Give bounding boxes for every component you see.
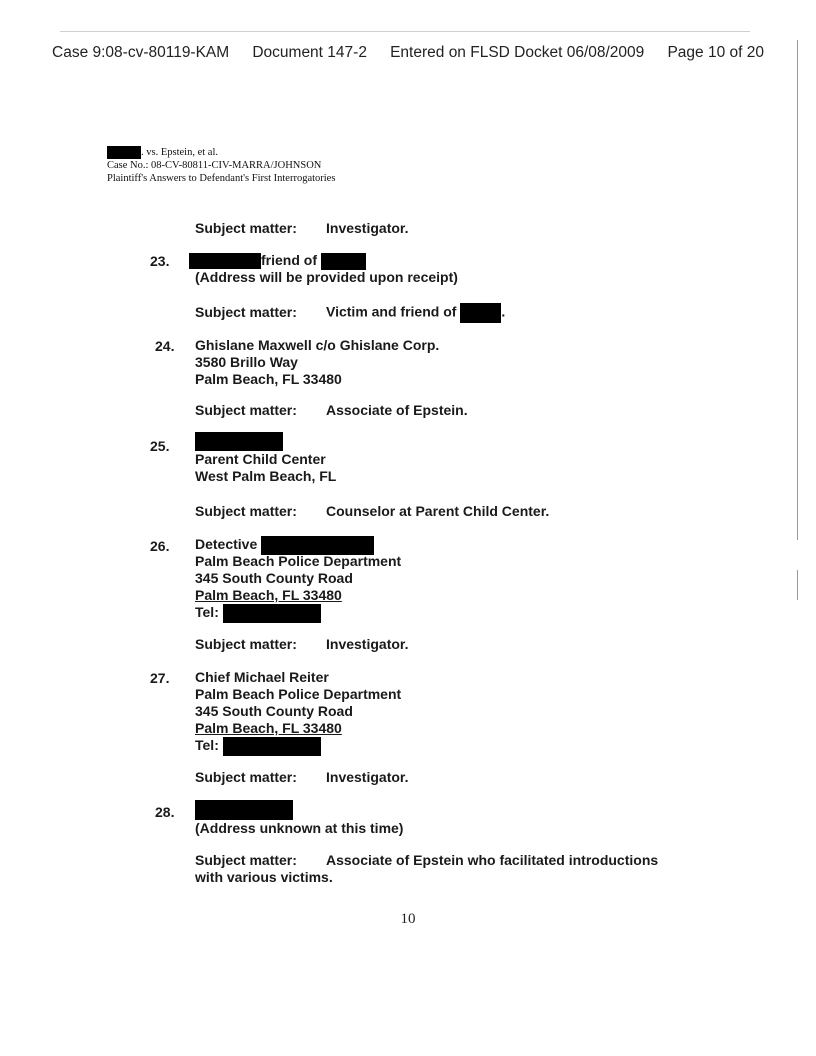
subject-matter-text: Investigator. (326, 769, 409, 785)
witness-address: (Address unknown at this time) (195, 820, 404, 836)
header-page-count: Page 10 of 20 (667, 44, 764, 61)
caption-case-number: Case No.: 08-CV-80811-CIV-MARRA/JOHNSON (107, 160, 322, 172)
witness-city: Palm Beach, FL 33480 (195, 587, 342, 603)
subject-matter-text: Victim and friend of (326, 303, 457, 320)
redaction-box (223, 604, 321, 623)
court-filing-header (52, 44, 764, 62)
witness-city: West Palm Beach, FL (195, 468, 337, 484)
redaction-box (189, 253, 261, 269)
witness-relation: friend of (261, 252, 317, 268)
scan-edge-mark (797, 40, 798, 540)
case-caption (107, 146, 335, 185)
header-document-number: Document 147-2 (252, 44, 367, 61)
witness-entry-27 (195, 669, 401, 754)
witness-city: Palm Beach, FL 33480 (195, 720, 342, 736)
witness-entry-24 (195, 337, 439, 388)
subject-matter-text-continued: with various victims. (195, 869, 333, 885)
subject-matter-label: Subject matter: (195, 769, 297, 785)
subject-matter-label: Subject matter: (195, 402, 297, 418)
witness-street: 345 South County Road (195, 703, 353, 719)
caption-party-line: . vs. Epstein, et al. (141, 147, 218, 158)
entry-number: 25. (150, 438, 170, 454)
subject-matter-line (195, 220, 408, 236)
witness-tel-label: Tel: (195, 737, 219, 754)
subject-matter-text: Associate of Epstein who facilitated introductions (326, 852, 659, 868)
subject-matter-line (195, 402, 468, 418)
subject-matter-line (195, 852, 658, 886)
page-number: 10 (400, 911, 416, 927)
redaction-box (321, 253, 366, 270)
entry-number: 23. (150, 253, 170, 269)
entry-number: 24. (155, 338, 175, 354)
witness-entry-25 (195, 432, 336, 485)
subject-matter-label: Subject matter: (195, 303, 297, 320)
witness-organization: Parent Child Center (195, 451, 326, 467)
witness-name: Chief Michael Reiter (195, 669, 329, 685)
subject-matter-line (195, 503, 549, 519)
subject-matter-line (195, 303, 505, 323)
entry-number: 28. (155, 804, 175, 820)
witness-title: Detective (195, 536, 258, 553)
subject-matter-label: Subject matter: (195, 636, 297, 652)
entry-number: 26. (150, 538, 170, 554)
witness-entry-26 (195, 536, 401, 621)
redaction-box (195, 432, 283, 451)
witness-address: (Address will be provided upon receipt) (195, 269, 458, 285)
subject-matter-label: Subject matter: (195, 503, 297, 519)
witness-organization: Palm Beach Police Department (195, 686, 402, 702)
subject-matter-text: Investigator. (326, 636, 409, 652)
witness-street: 3580 Brillo Way (195, 354, 298, 370)
redaction-box (107, 146, 141, 159)
header-case-number: Case 9:08-cv-80119-KAM (52, 44, 230, 61)
header-docket-entry: Entered on FLSD Docket 06/08/2009 (390, 44, 645, 61)
subject-matter-text: Associate of Epstein. (326, 402, 468, 418)
subject-matter-label: Subject matter: (195, 852, 297, 868)
caption-document-title: Plaintiff's Answers to Defendant's First Interrogatories (107, 173, 336, 185)
witness-name: Ghislane Maxwell c/o Ghislane Corp. (195, 337, 440, 353)
witness-tel-label: Tel: (195, 604, 219, 621)
subject-matter-text: Counselor at Parent Child Center. (326, 503, 550, 519)
subject-matter-end: . (501, 303, 506, 320)
redaction-box (195, 800, 293, 820)
subject-matter-line (195, 636, 408, 652)
witness-city: Palm Beach, FL 33480 (195, 371, 342, 387)
witness-entry-23 (189, 252, 458, 286)
witness-organization: Palm Beach Police Department (195, 553, 402, 569)
entry-number: 27. (150, 670, 170, 686)
subject-matter-line (195, 769, 408, 785)
scan-edge-mark (797, 570, 798, 600)
subject-matter-label: Subject matter: (195, 220, 297, 236)
witness-street: 345 South County Road (195, 570, 353, 586)
witness-entry-28 (195, 800, 403, 837)
scan-artifact-line (60, 31, 750, 32)
redaction-box (460, 303, 501, 323)
subject-matter-text: Investigator. (326, 220, 409, 236)
redaction-box (223, 737, 321, 756)
